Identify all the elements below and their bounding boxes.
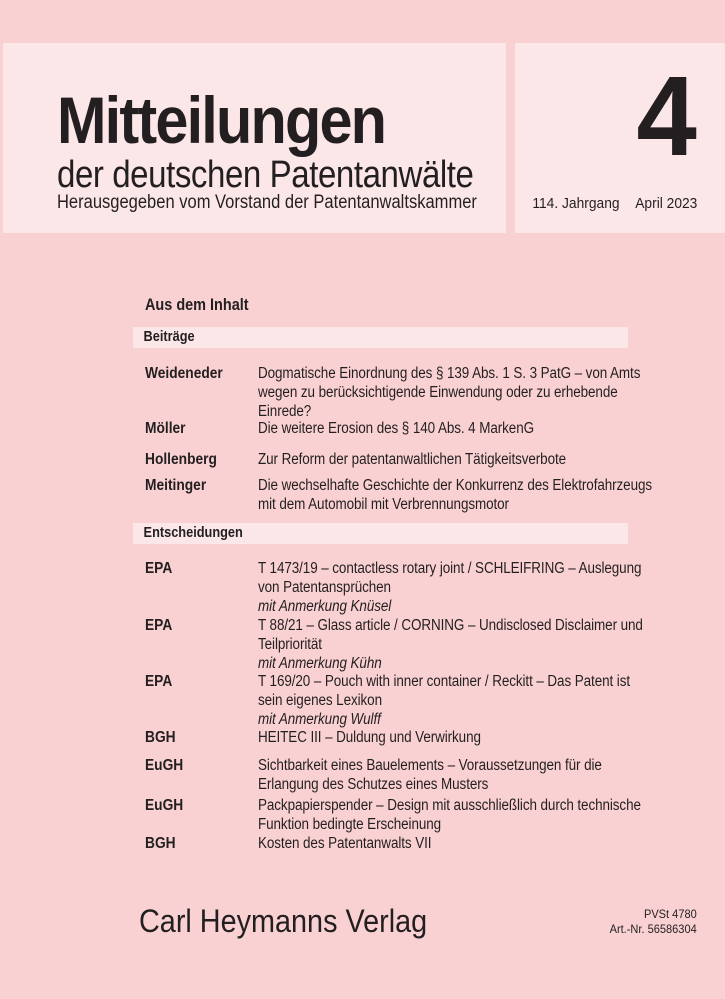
issue-number: 4 <box>636 53 697 179</box>
entry-text-block <box>258 796 707 834</box>
entry-note: mit Anmerkung Knüsel <box>258 598 392 616</box>
journal-title: Mitteilungen <box>57 83 386 157</box>
entry-author: EuGH <box>145 797 184 814</box>
entry-row <box>133 476 693 514</box>
entry-text: Packpapierspender – Design mit ausschließlich durch technische Funktion bedingte Erscheinung <box>258 797 641 834</box>
entry-author: Meitinger <box>145 477 207 494</box>
entry-row <box>133 728 693 747</box>
entry-row <box>133 834 693 853</box>
entry-text: Die wechselhafte Geschichte der Konkurrenz des Elektrofahrzeugs mit dem Automobil mit Verbrennungsmotor <box>258 477 653 514</box>
entry-author: EPA <box>145 617 173 634</box>
entry-row <box>133 616 693 674</box>
header-issue-panel <box>515 43 725 233</box>
entry-author: Möller <box>145 420 186 437</box>
volume-label: 114. Jahrgang <box>531 195 620 212</box>
entry-text-block <box>258 672 707 730</box>
entry-author: BGH <box>145 835 176 852</box>
entry-author: EPA <box>145 673 173 690</box>
entry-text: Sichtbarkeit eines Bauelements – Voraussetzungen für die Erlangung des Schutzes eines Musters <box>258 757 602 794</box>
entry-text: T 1473/19 – contactless rotary joint / SCHLEIFRING – Auslegung von Patentansprüchen <box>258 560 642 597</box>
entry-row <box>133 672 693 730</box>
entry-text-block <box>258 419 707 438</box>
entry-row <box>133 756 693 794</box>
entry-author: BGH <box>145 729 176 746</box>
entry-author: Weideneder <box>145 365 223 382</box>
entry-text-block <box>258 728 707 747</box>
entry-text: Zur Reform der patentanwaltlichen Tätigkeitsverbote <box>258 451 567 468</box>
entry-author: EPA <box>145 560 173 577</box>
issue-date: April 2023 <box>634 195 697 212</box>
entry-row <box>133 559 693 617</box>
entry-author: EuGH <box>145 757 184 774</box>
postal-id: PVSt 4780 <box>644 907 697 921</box>
entry-text-block <box>258 364 707 422</box>
entry-text: Die weitere Erosion des § 140 Abs. 4 MarkenG <box>258 420 534 437</box>
header-title-panel <box>3 43 506 233</box>
section-label: Beiträge <box>143 329 195 345</box>
entry-text-block <box>258 476 707 514</box>
entry-text-block <box>258 450 707 469</box>
entry-text-block <box>258 756 707 794</box>
contents-heading: Aus dem Inhalt <box>145 295 249 314</box>
entry-text: Kosten des Patentanwalts VII <box>258 835 432 852</box>
section-label: Entscheidungen <box>143 525 243 541</box>
entry-text: HEITEC III – Duldung und Verwirkung <box>258 729 481 746</box>
entry-note: mit Anmerkung Kühn <box>258 655 382 673</box>
section-bar-entscheidungen <box>133 523 628 544</box>
section-bar-beitraege <box>133 327 628 348</box>
entry-text: T 88/21 – Glass article / CORNING – Undisclosed Disclaimer und Teilpriorität <box>258 617 643 654</box>
journal-subtitle: der deutschen Patentanwälte <box>57 154 474 196</box>
entry-row <box>133 419 693 438</box>
entry-text: Dogmatische Einordnung des § 139 Abs. 1 S. 3 PatG – von Amts wegen zu berücksichtigende Einwendung oder zu erhebende Einrede? <box>258 365 641 421</box>
publisher-line: Herausgegeben vom Vorstand der Patentanwaltskammer <box>57 192 477 213</box>
issue-meta <box>532 195 697 213</box>
entry-text-block <box>258 616 707 674</box>
entry-text-block <box>258 559 707 617</box>
entry-row <box>133 450 693 469</box>
entry-row <box>133 796 693 834</box>
footer-publisher: Carl Heymanns Verlag <box>139 903 428 939</box>
entry-row <box>133 364 693 422</box>
entry-author: Hollenberg <box>145 451 217 468</box>
entry-note: mit Anmerkung Wulff <box>258 711 381 729</box>
entry-text-block <box>258 834 707 853</box>
footer-ids <box>610 907 697 936</box>
article-number: Art.-Nr. 56586304 <box>609 921 697 936</box>
entry-text: T 169/20 – Pouch with inner container / Reckitt – Das Patent ist sein eigenes Lexikon <box>258 673 630 710</box>
